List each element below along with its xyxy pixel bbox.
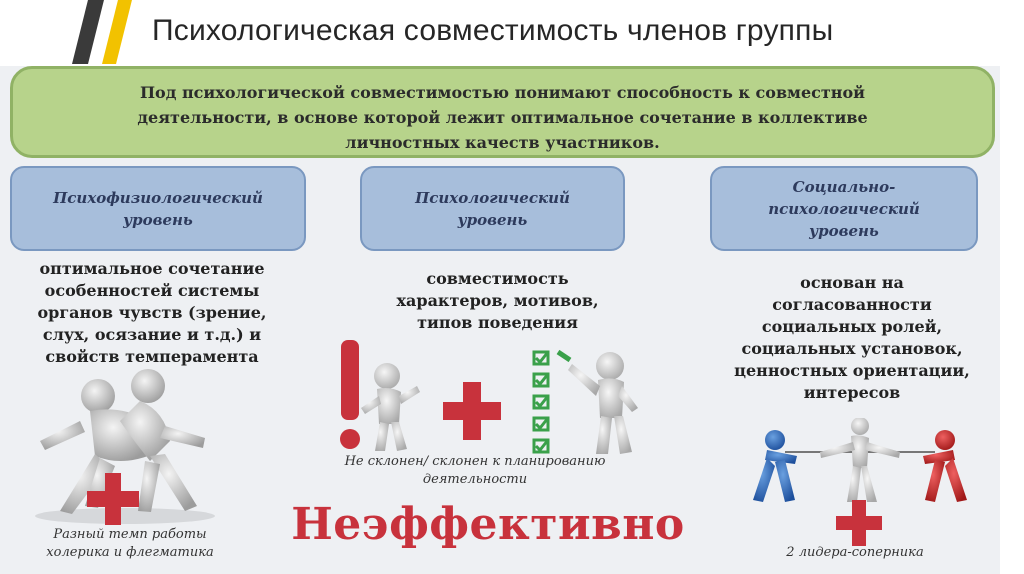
level-description-socio-psychological [702,272,1002,404]
verdict-text: Неэффективно [291,499,685,550]
description-line: особенностей системы [44,281,260,300]
level-title-line: уровень [123,210,193,229]
definition-line: деятельности, в основе которой лежит оптимальное сочетание в коллективе [137,108,868,127]
tug-of-war-illustration [745,418,975,508]
description-line: типов поведения [417,313,578,332]
exclamation-figure-illustration [335,336,430,456]
description-line: совместимость [426,269,569,288]
checklist-figure-illustration [530,346,655,456]
description-line: интересов [803,383,901,402]
note-line: холерика и флегматика [46,545,214,560]
note-line: деятельности [422,472,528,487]
definition-box [10,66,995,158]
description-line: социальных ролей, [761,317,943,336]
level-title-line: Психофизиологический [53,188,263,207]
slide-title: Психологическая совместимость членов группы [152,14,834,47]
level-title-line: Психологический [415,188,570,207]
definition-line: личностных качеств участников. [345,133,660,152]
level-description-psychological [355,268,640,334]
description-line: социальных установок, [741,339,963,358]
description-line: ценностных ориентации, [734,361,970,380]
accent-bar-yellow [102,0,132,64]
plus-icon [834,498,884,548]
level-title-line: уровень [457,210,528,229]
right-margin [1000,66,1024,574]
note-line: Не склонен/ склонен к планированию [344,454,606,469]
plus-icon [85,471,141,527]
description-line: характеров, мотивов, [396,291,599,310]
description-line: оптимальное сочетание [39,259,265,278]
note-line: Разный темп работы [53,527,207,542]
note-line: 2 лидера-соперника [786,545,924,560]
level-box-psychophysiological [10,166,306,251]
description-line: органов чувств (зрение, [37,303,267,322]
level-note-psychophysiological [10,526,250,562]
plus-icon [441,380,503,442]
level-note-socio-psychological [740,544,970,562]
accent-bar-dark [72,0,104,64]
level-box-psychological [360,166,625,251]
level-title-line: психологический [768,199,920,218]
level-description-psychophysiological [2,258,302,368]
description-line: свойств темперамента [45,347,259,366]
definition-line: Под психологической совместимостью понимают способность к совместной [139,83,866,102]
level-note-psychological [330,453,620,489]
slide-content [0,66,1000,574]
description-line: согласованности [772,295,932,314]
description-line: основан на [800,273,904,292]
level-title-line: уровень [809,221,879,240]
level-title-line: Социально- [792,177,896,196]
description-line: слух, осязание и т.д.) и [42,325,262,344]
level-box-socio-psychological [710,166,978,251]
